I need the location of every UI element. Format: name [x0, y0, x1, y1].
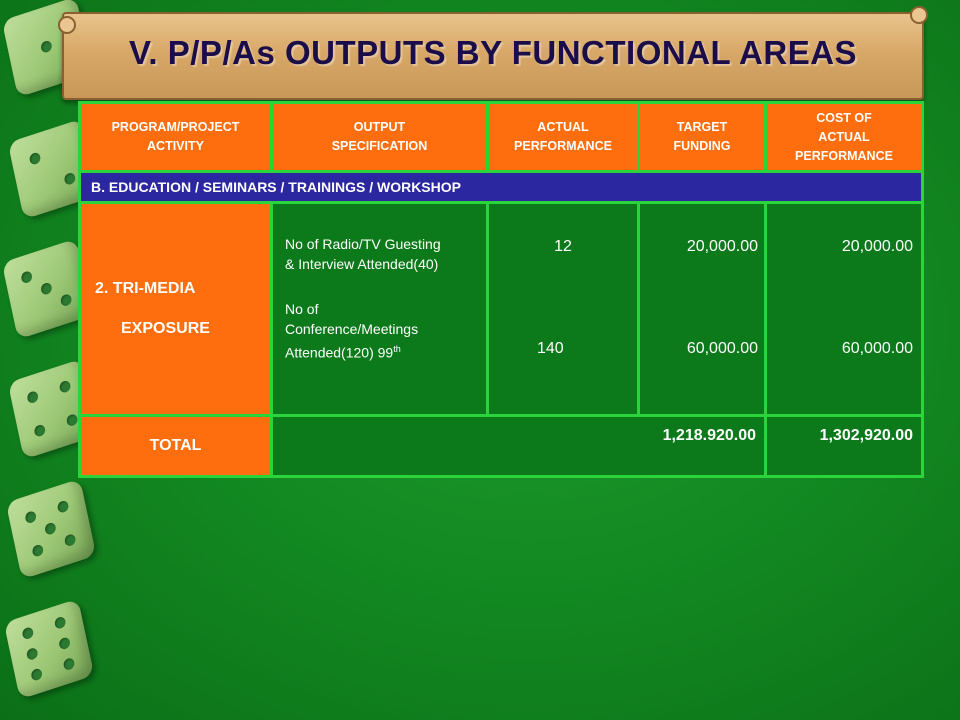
- header-target: TARGET FUNDING: [639, 103, 766, 172]
- cost-value: 60,000.00: [841, 340, 913, 357]
- activity-name: 2. TRI-MEDIA: [95, 280, 196, 297]
- activity-cell: [80, 203, 272, 416]
- activity-name-cont: EXPOSURE: [121, 320, 210, 337]
- activity-row: [80, 203, 923, 416]
- actual-value: 140: [537, 340, 564, 357]
- total-row: [80, 416, 923, 477]
- title-scroll-banner: [62, 12, 924, 100]
- cost-value: 20,000.00: [841, 238, 913, 255]
- header-program: PROGRAM/PROJECT ACTIVITY: [80, 103, 272, 172]
- spec-item: No of Radio/TV Guesting & Interview Attended(40): [285, 236, 441, 272]
- actual-cell: [488, 203, 639, 416]
- section-label: B. EDUCATION / SEMINARS / TRAININGS / WORKSHOP: [80, 172, 923, 203]
- actual-value: 12: [554, 238, 572, 255]
- cost-cell: [766, 203, 923, 416]
- spec-item: No of Conference/Meetings Attended(120) 99th: [285, 301, 419, 361]
- section-row: [80, 172, 923, 203]
- target-value: 60,000.00: [686, 340, 758, 357]
- scroll-curl-icon: [58, 16, 76, 34]
- output-spec-cell: [272, 203, 488, 416]
- header-row: [80, 103, 923, 172]
- die-icon: [4, 599, 94, 700]
- die-icon: [6, 479, 96, 580]
- target-value: 20,000.00: [686, 238, 758, 255]
- header-actual: ACTUAL PERFORMANCE: [488, 103, 639, 172]
- scroll-curl-icon: [910, 6, 928, 24]
- outputs-table: [78, 101, 924, 478]
- header-output: OUTPUT SPECIFICATION: [272, 103, 488, 172]
- page-title: V. P/P/As OUTPUTS BY FUNCTIONAL AREAS: [128, 34, 858, 71]
- total-target: 1,218.920.00: [272, 416, 766, 477]
- total-label: TOTAL: [80, 416, 272, 477]
- header-cost: COST OF ACTUAL PERFORMANCE: [766, 103, 923, 172]
- total-cost: 1,302,920.00: [766, 416, 923, 477]
- target-cell: [639, 203, 766, 416]
